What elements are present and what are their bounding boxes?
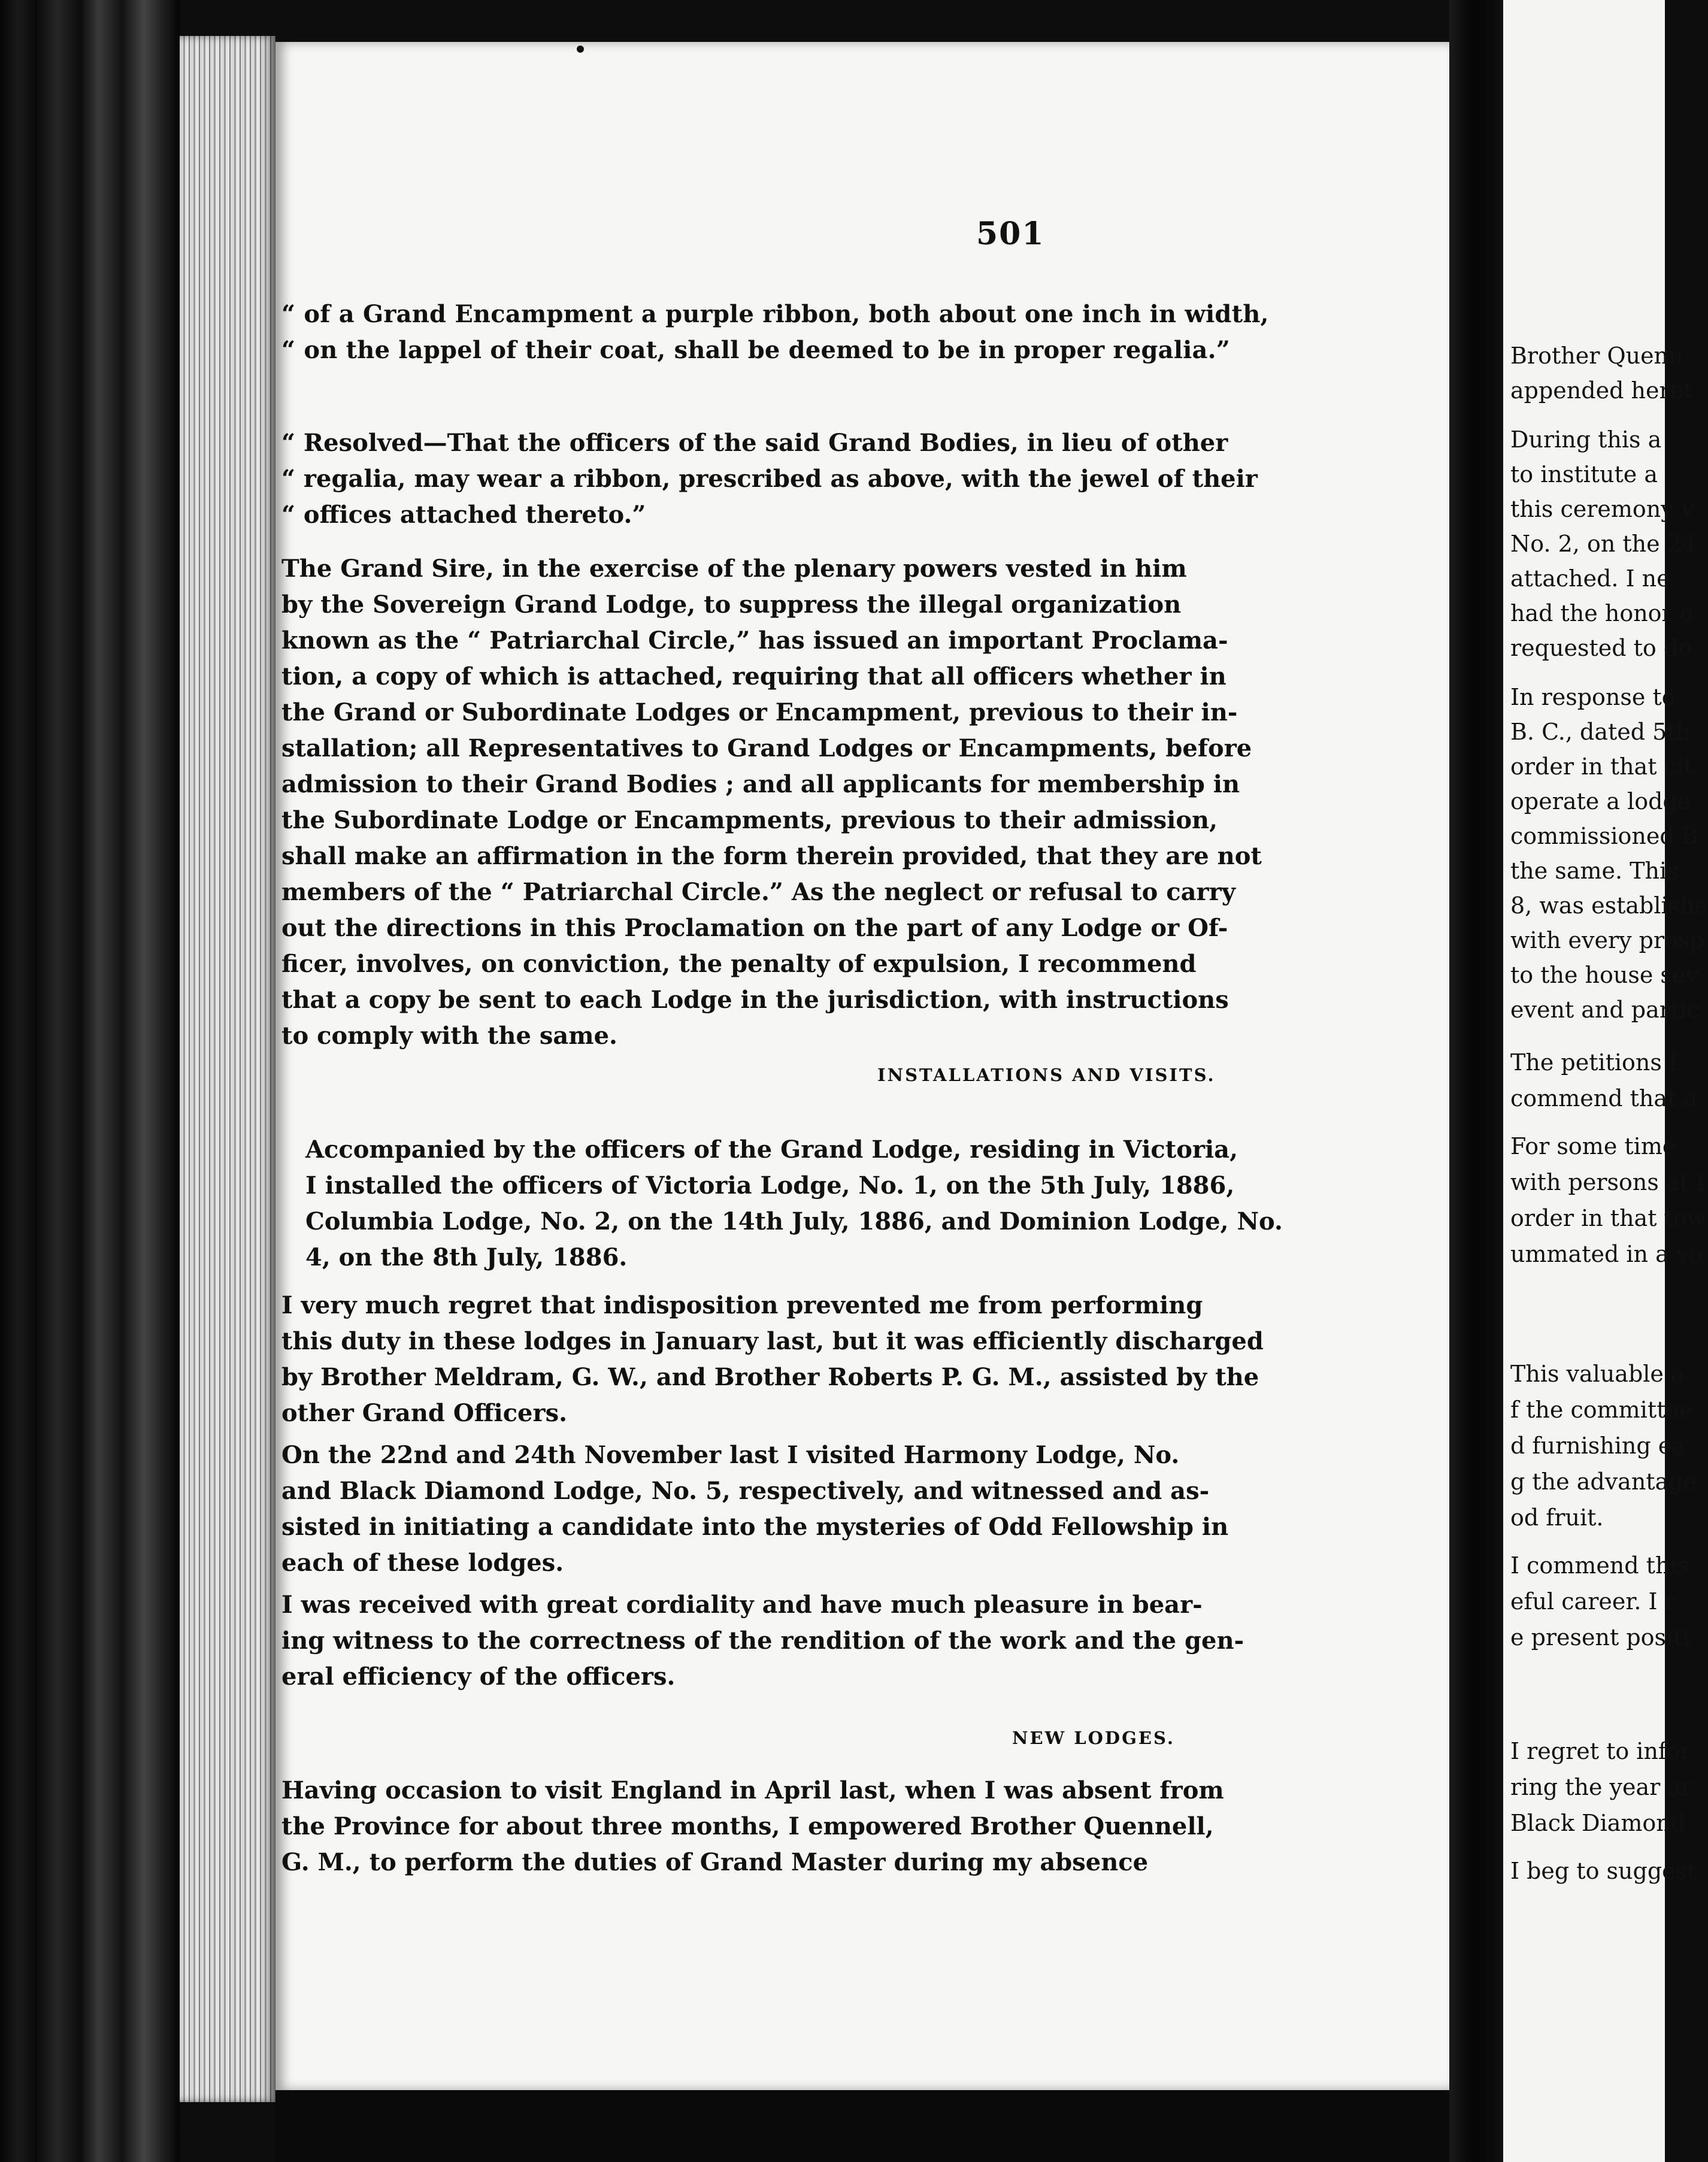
- paragraph-cordiality: I was received with great cordiality and have much pleasure in bear- ing witness to the correctness of the rendition of the work and the gen- eral efficiency of the officers.: [281, 1591, 1244, 1691]
- right-line: 8, was establishe: [1510, 892, 1708, 919]
- right-line: g the advantage: [1510, 1468, 1697, 1495]
- right-line: commissioned B: [1510, 823, 1698, 849]
- paragraph-england: Having occasion to visit England in April last, when I was absent from the Province for about three months, I empowered Brother Quennell, G. M., to perform the duties of Grand Master during my absence: [281, 1776, 1224, 1876]
- right-line: to institute a: [1510, 461, 1658, 487]
- ink-dot: [577, 46, 584, 53]
- right-line: In response to: [1510, 684, 1676, 710]
- right-line: No. 2, on the 24: [1510, 531, 1697, 557]
- right-line: Brother Quenn: [1510, 343, 1683, 369]
- book-spine: [0, 0, 180, 2162]
- right-line: I beg to suggest: [1510, 1858, 1697, 1884]
- right-line: ummated in a vo: [1510, 1241, 1703, 1267]
- book-gutter: [1449, 0, 1509, 2162]
- right-line: I regret to infor: [1510, 1738, 1692, 1764]
- right-line: had the honor o: [1510, 600, 1694, 626]
- right-line: od fruit.: [1510, 1504, 1604, 1531]
- paragraph-visits: On the 22nd and 24th November last I visited Harmony Lodge, No. and Black Diamond Lodge, No. 5, respectively, and witnessed and as- sisted in initiating a candidate into the mysteries of Odd Fellowship in each of these lodges.: [281, 1441, 1229, 1577]
- right-line: order in that tow: [1510, 1205, 1707, 1231]
- right-line: appended heret: [1510, 377, 1693, 404]
- right-line: with persons at I: [1510, 1169, 1705, 1195]
- right-line: ring the year ar: [1510, 1774, 1692, 1800]
- paragraph-indisposition: I very much regret that indisposition prevented me from performing this duty in these lodges in January last, but it was efficiently discharged by Brother Meldram, G. W., and Brother Roberts P. G. M., assisted by the other Grand Officers.: [281, 1291, 1264, 1427]
- right-line: For some time: [1510, 1133, 1676, 1159]
- right-line: attached. I ne: [1510, 565, 1670, 592]
- right-line: d furnishing ea: [1510, 1433, 1685, 1459]
- page-shadow: [275, 2090, 1449, 2162]
- right-line: requested to do: [1510, 635, 1692, 661]
- right-line: This valuable a: [1510, 1361, 1685, 1387]
- paragraph-grand-sire: The Grand Sire, in the exercise of the plenary powers vested in him by the Sovereign Grand Lodge, to suppress the illegal organization known as the “ Patriarchal Circle,” has issued an important Proclama- tion, a copy of which is attached, requiring that all officers whether in the Grand or Subordinate Lodges or Encampment, previous to their in- stallation; all Representatives to Grand Lodges or Encampments, before admission to their Grand Bodies ; and all applicants for membership in the Subordinate Lodge or Encampments, previous to their admission, shall make an affirmation in the form therein provided, that they are not members of the “ Patriarchal Circle.” As the neglect or refusal to carry out the directions in this Proclamation on the part of any Lodge or Of- ficer, involves, on conviction, the penalty of expulsion, I recommend that a copy be sent to each Lodge in the jurisdiction, with instructions to comply with the same.: [281, 555, 1262, 1050]
- right-line: During this a: [1510, 426, 1662, 453]
- right-line: e present positi: [1510, 1624, 1690, 1651]
- page-edges: [180, 36, 275, 2102]
- page-number: 501: [976, 216, 1045, 252]
- right-line: f the committee: [1510, 1397, 1693, 1423]
- right-line: with every prosp: [1510, 927, 1704, 953]
- right-line: The petitions f: [1510, 1049, 1678, 1076]
- right-line: B. C., dated 5th: [1510, 719, 1691, 745]
- right-line: order in that cit: [1510, 753, 1694, 780]
- heading-new-lodges: NEW LODGES.: [1012, 1728, 1175, 1748]
- paragraph-accompanied: Accompanied by the officers of the Grand Lodge, residing in Victoria, I installed the officers of Victoria Lodge, No. 1, on the 5th July, 1886, Columbia Lodge, No. 2, on the 14th July, 1886, and Dominion Lodge, No. 4, on the 8th July, 1886.: [305, 1135, 1283, 1271]
- right-line: this ceremony v: [1510, 496, 1694, 522]
- right-line: event and partic: [1510, 997, 1700, 1023]
- right-page: [1503, 0, 1708, 2162]
- right-line: I commend this: [1510, 1552, 1689, 1579]
- paragraph-resolved: “ Resolved—That the officers of the said Grand Bodies, in lieu of other “ regalia, may wear a ribbon, prescribed as above, with the jewel of their “ offices attached thereto.”: [281, 429, 1258, 529]
- right-line: the same. This: [1510, 858, 1679, 884]
- right-line: Black Diamond: [1510, 1810, 1686, 1836]
- right-line: operate a lodge: [1510, 788, 1691, 814]
- right-line: eful career. I r: [1510, 1588, 1676, 1615]
- right-line: commend that a: [1510, 1085, 1697, 1112]
- heading-installations: INSTALLATIONS AND VISITS.: [877, 1065, 1216, 1085]
- paragraph-regalia-quote: “ of a Grand Encampment a purple ribbon, both about one inch in width, “ on the lappel of their coat, shall be deemed to be in proper regalia.”: [281, 300, 1269, 364]
- right-line: to the house sev: [1510, 962, 1698, 988]
